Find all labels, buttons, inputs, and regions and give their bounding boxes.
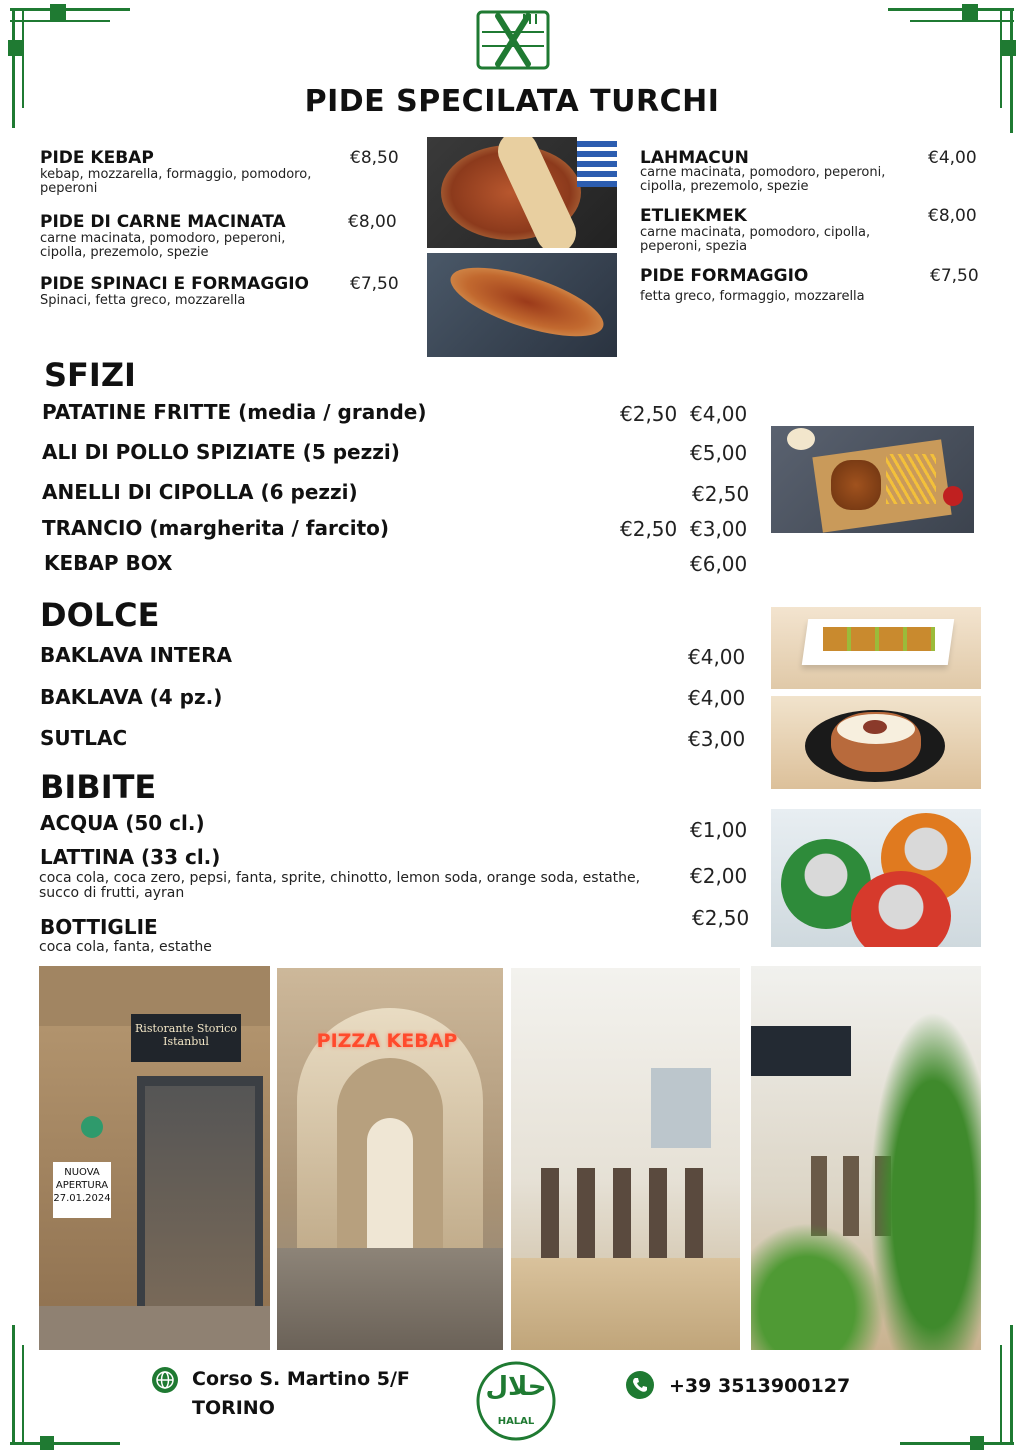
menu-item-description: coca cola, fanta, estathe — [39, 939, 212, 955]
fork-knife-icon — [476, 10, 550, 70]
section-heading-sfizi: SFIZI — [44, 356, 136, 394]
item-description: Spinaci, fetta greco, mozzarella — [40, 293, 246, 308]
address-line-2: TORINO — [192, 1397, 275, 1419]
halal-arabic: حلال — [485, 1372, 547, 1402]
item-price: €7,50 — [350, 274, 399, 294]
menu-item-description: coca cola, coca zero, pepsi, fanta, sprite, chinotto, lemon soda, orange soda, estathe, succo di frutti, ayran — [39, 870, 641, 901]
menu-item-price: €3,00 — [688, 727, 746, 751]
item-price: €4,00 — [928, 148, 977, 168]
item-description: carne macinata, pomodoro, peperoni, cipolla, prezemolo, spezie — [40, 231, 286, 260]
pide-left-item-2 — [40, 212, 410, 260]
menu-item-name: PATATINE FRITTE (media / grande) — [42, 400, 427, 424]
arcade-photo — [277, 968, 503, 1350]
item-price: €8,00 — [928, 206, 977, 226]
halal-label: HALAL — [497, 1416, 535, 1427]
item-name: PIDE DI CARNE MACINATA — [40, 212, 286, 232]
item-name: PIDE KEBAP — [40, 148, 154, 168]
menu-item-price-small: €2,50 — [620, 517, 678, 541]
menu-item-name: SUTLAC — [40, 726, 128, 750]
menu-item-price: €6,00 — [690, 552, 748, 576]
item-name: ETLIEKMEK — [640, 206, 747, 226]
item-name: PIDE FORMAGGIO — [640, 266, 809, 286]
phone-icon — [625, 1370, 655, 1400]
section-heading-bibite: BIBITE — [40, 768, 157, 806]
menu-item-price: €2,50 — [692, 482, 750, 506]
menu-item-price-small: €2,50 — [620, 402, 678, 426]
sutlac-photo — [771, 696, 981, 789]
menu-item-name: BOTTIGLIE — [40, 915, 158, 939]
menu-item-name: ACQUA (50 cl.) — [40, 811, 205, 835]
item-name: LAHMACUN — [640, 148, 749, 168]
menu-item-name: KEBAP BOX — [44, 551, 173, 575]
menu-item-name: BAKLAVA (4 pz.) — [40, 685, 223, 709]
item-description: fetta greco, formaggio, mozzarella — [640, 289, 865, 304]
menu-item-price: €5,00 — [690, 441, 748, 465]
lahmacun-photo — [427, 137, 617, 248]
soda-cans-photo — [771, 809, 981, 947]
pide-left-item-1 — [40, 148, 410, 196]
menu-item-name: TRANCIO (margherita / farcito) — [42, 516, 390, 540]
item-description: kebap, mozzarella, formaggio, pomodoro, peperoni — [40, 167, 312, 196]
menu-item-price: €4,00 — [688, 645, 746, 669]
menu-item-price: €3,00 — [690, 517, 748, 541]
neon-sign: PIZZA KEBAP — [316, 1030, 458, 1052]
pide-right-item-1 — [640, 148, 985, 194]
item-name: PIDE SPINACI E FORMAGGIO — [40, 274, 310, 294]
wings-fries-photo — [771, 426, 974, 533]
item-price: €8,00 — [348, 212, 397, 232]
phone-number: +39 3513900127 — [669, 1375, 851, 1397]
halal-seal-icon — [475, 1360, 557, 1442]
menu-item-name: ALI DI POLLO SPIZIATE (5 pezzi) — [42, 440, 400, 464]
item-description: carne macinata, pomodoro, cipolla, peperoni, spezia — [640, 225, 871, 254]
page-title: PIDE SPECILATA TURCHI — [304, 84, 720, 119]
menu-item-name: BAKLAVA INTERA — [40, 643, 233, 667]
pide-right-item-3 — [640, 266, 985, 304]
section-heading-dolce: DOLCE — [40, 596, 160, 634]
baklava-photo — [771, 607, 981, 689]
item-description: carne macinata, pomodoro, peperoni, cipolla, prezemolo, spezie — [640, 165, 886, 194]
storefront-photo — [39, 966, 270, 1350]
menu-item-price: €4,00 — [688, 686, 746, 710]
globe-icon — [151, 1366, 179, 1394]
storefront-sign: Ristorante Storico Istanbul — [131, 1014, 241, 1062]
item-price: €7,50 — [930, 266, 979, 286]
opening-notice: NUOVA APERTURA 27.01.2024 — [53, 1162, 111, 1218]
interior-photo-2 — [751, 966, 981, 1350]
menu-item-name: LATTINA (33 cl.) — [40, 845, 221, 869]
interior-photo-1 — [511, 968, 740, 1350]
pide-photo — [427, 253, 617, 357]
menu-item-name: ANELLI DI CIPOLLA (6 pezzi) — [42, 480, 358, 504]
item-price: €8,50 — [350, 148, 399, 168]
menu-item-price: €2,50 — [692, 906, 750, 930]
menu-item-price: €1,00 — [690, 818, 748, 842]
menu-item-price: €2,00 — [690, 864, 748, 888]
pide-right-item-2 — [640, 206, 985, 254]
menu-item-price: €4,00 — [690, 402, 748, 426]
address-line-1: Corso S. Martino 5/F — [192, 1368, 410, 1390]
pide-left-item-3 — [40, 274, 410, 308]
